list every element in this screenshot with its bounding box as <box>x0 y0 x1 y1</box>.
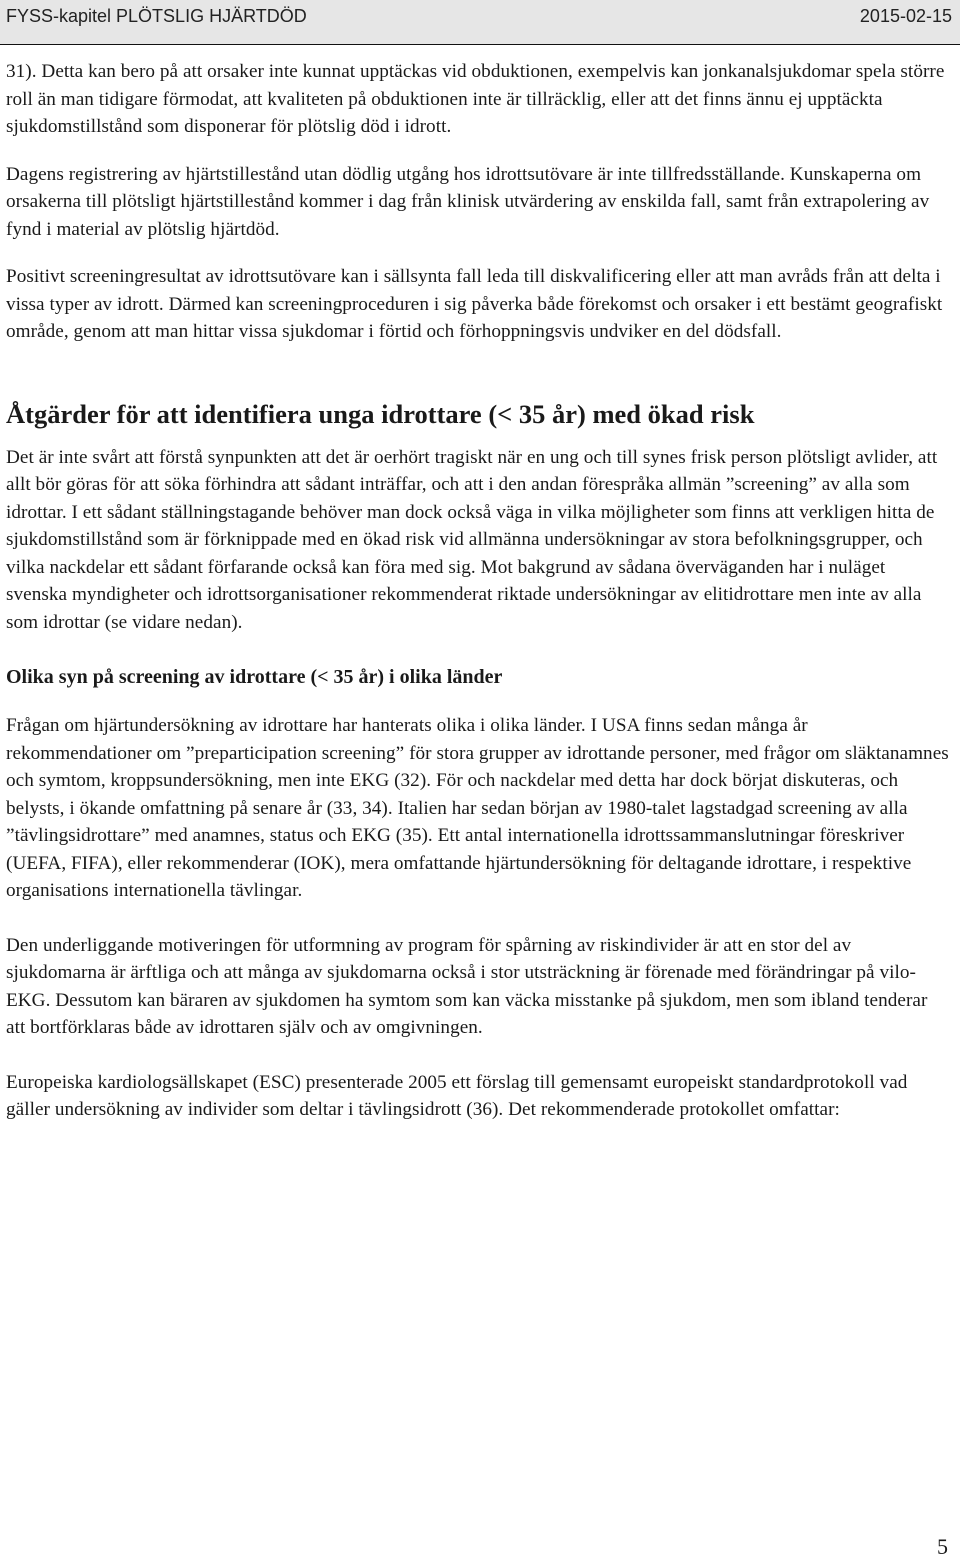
paragraph-4: Det är inte svårt att förstå synpunkten att det är oerhört tragiskt när en ung och till synes frisk person plötsligt avlider, att allt bör göras för att söka förhindra att sådant inträffar, och att i den andan förespråka allmän ”screening” av alla som idrottar. I ett sådant ställningstagande behöver man dock också väga in vilka möjligheter som finns att verkligen hitta de sjukdomstillstånd som är förknippade med en ökad risk vid allmänna undersökningar av stora befolkningsgrupper, och vilka nackdelar ett sådant förfarande också kan föra med sig. Mot bakgrund av sådana överväganden har i nuläget svenska myndigheter och idrottsorganisationer rekommenderat riktade undersökningar av elitidrottare men inte av alla som idrottar (se vidare nedan). <box>6 446 938 633</box>
document-date: 2015-02-15 <box>859 6 952 26</box>
spacer <box>6 636 951 663</box>
paragraph-6: Den underliggande motiveringen för utformning av program för spårning av riskindivider är att en stor del av sjukdomarna är ärftliga och att många av sjukdomarna också i stor utsträckning är förenade med förändringar på vilo-EKG. Dessutom kan bäraren av sjukdomen ha symtom som kan väcka misstanke på sjukdom, men som ibland tenderar att bortförklaras både av idrottaren själv och av omgivningen. <box>6 934 928 1038</box>
document-title: FYSS-kapitel PLÖTSLIG HJÄRTDÖD <box>6 6 307 26</box>
paragraph-5: Frågan om hjärtundersökning av idrottare har hanterats olika i olika länder. I USA finns sedan många år rekommendationer om ”preparticipation screening” för stora grupper av idrottande personer, med frågor om släktanamnes och symtom, kroppsundersökning, men inte EKG (32). För och nackdelar med detta har dock börjat diskuteras, och belysts, i ökande omfattning på senare år (33, 34). Italien har sedan början av 1980-talet lagstadgad screening av alla ”tävlingsidrottare” med anamnes, status och EKG (35). Ett antal internationella idrottssammanslutningar föreskriver (UEFA, FIFA), eller rekommenderar (IOK), mera omfattande hjärtundersökning för deltagande idrottare, i respektive organisations internationella tävlingar. <box>6 715 949 901</box>
spacer <box>6 141 951 161</box>
paragraph-3: Positivt screeningresultat av idrottsutövare kan i sällsynta fall leda till diskvalificering eller att man avråds från att delta i vissa typer av idrott. Därmed kan screeningproceduren i sig påverka både förekomst och orsaker i ett bestämt geografiskt område, genom att man hittar vissa sjukdomar i förtid och förhoppningsvis undviker en del dödsfall. <box>6 266 943 342</box>
page-header <box>0 0 960 45</box>
paragraph-1: 31). Detta kan bero på att orsaker inte kunnat upptäckas vid obduktionen, exempelvis kan jonkanalsjukdomar spela större roll än man tidigare förmodat, att kvaliteten på obduktionen inte är tillräcklig, eller att det finns ännu ej upptäckta sjukdomstillstånd som disponerar för plötslig död i idrott. <box>6 61 945 137</box>
paragraph-2: Dagens registrering av hjärtstillestånd utan dödlig utgång hos idrottsutövare är inte tillfredsställande. Kunskaperna om orsakerna till plötsligt hjärtstillestånd kommer i dag från klinisk utvärdering av enskilda fall, samt från extrapolering av fynd i material av plötslig hjärtdöd. <box>6 163 930 240</box>
page-number: 5 <box>937 1534 948 1559</box>
spacer <box>6 691 951 712</box>
document-body <box>6 58 951 1124</box>
spacer <box>6 430 951 444</box>
spacer <box>6 346 951 398</box>
spacer <box>6 1042 951 1069</box>
subsection-heading: Olika syn på screening av idrottare (< 35 år) i olika länder <box>6 666 503 688</box>
spacer <box>6 243 951 263</box>
paragraph-7: Europeiska kardiologsällskapet (ESC) presenterade 2005 ett förslag till gemensamt europeiskt standardprotokoll vad gäller undersökning av individer som deltar i tävlingsidrott (36). Det rekommenderade protokollet omfattar: <box>6 1071 908 1120</box>
spacer <box>6 905 951 932</box>
section-heading: Åtgärder för att identifiera unga idrottare (< 35 år) med ökad risk <box>6 398 755 429</box>
